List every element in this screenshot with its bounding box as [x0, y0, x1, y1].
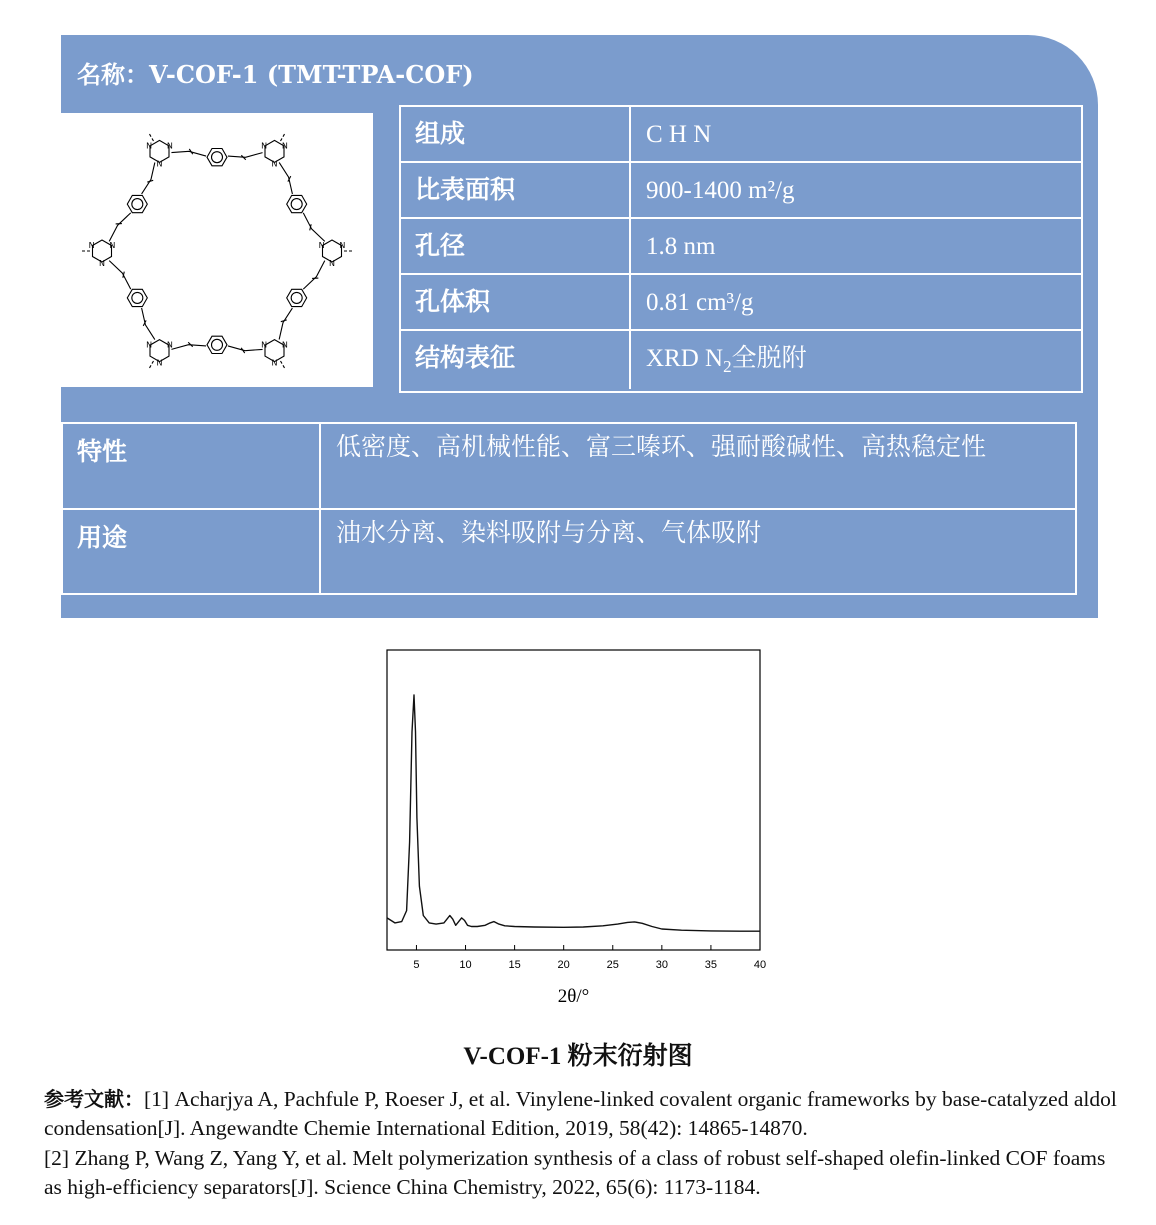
x-tick-label: 15	[508, 959, 521, 971]
x-tick-label: 10	[459, 959, 472, 971]
property-key: 结构表征	[401, 331, 631, 389]
property-key: 孔体积	[401, 275, 631, 329]
material-name: 名称：V-COF-1 (TMT-TPA-COF)	[77, 60, 474, 89]
property-row-characterization	[401, 331, 1081, 389]
property-key: 孔径	[401, 219, 631, 273]
vinylene-linker	[228, 346, 263, 351]
x-tick-label: 40	[753, 959, 767, 971]
vinylene-linker	[142, 308, 155, 339]
extension-bond	[281, 361, 286, 370]
nitrogen-atom-label: N	[339, 241, 346, 250]
nitrogen-atom-label: N	[156, 159, 163, 169]
description-key: 特性	[63, 424, 321, 508]
nitrogen-atom-label: N	[271, 159, 278, 169]
nitrogen-atom-label: N	[166, 340, 173, 350]
nitrogen-atom-label: N	[109, 241, 116, 250]
nitrogen-atom-label: N	[318, 241, 325, 250]
description-row-applications	[63, 510, 1075, 593]
xrd-chart	[360, 640, 800, 1020]
property-value: 0.81 cm³/g	[646, 289, 754, 316]
cof-structure-diagram	[61, 113, 373, 387]
structure-bonds	[80, 132, 354, 369]
structure-image	[61, 113, 373, 387]
vinylene-linker	[279, 308, 292, 339]
property-row-composition	[401, 107, 1081, 163]
description-value: 低密度、高机械性能、富三嗪环、强耐酸碱性、高热稳定性	[336, 432, 987, 461]
x-tick-label: 25	[606, 959, 619, 971]
nitrogen-atom-label: N	[261, 340, 268, 350]
property-value: 1.8 nm	[646, 233, 716, 260]
vinylene-linker	[279, 162, 292, 193]
vinylene-linker	[109, 261, 130, 290]
x-tick-label: 35	[704, 959, 718, 971]
nitrogen-atom-label: N	[156, 358, 163, 368]
property-row-pore-volume	[401, 275, 1081, 331]
nitrogen-atom-label: N	[271, 358, 278, 368]
x-tick-label: 5	[413, 959, 420, 971]
vinylene-linker	[142, 162, 155, 193]
vinylene-linker	[303, 213, 324, 242]
vinylene-linker	[171, 151, 206, 156]
nitrogen-atom-label: N	[281, 141, 288, 151]
property-value: XRD $N_2$全脱附	[646, 345, 807, 376]
benzene-aromatic-circle	[132, 199, 143, 210]
material-card	[61, 35, 1098, 618]
plot-frame	[387, 650, 760, 950]
x-axis-label: 2θ/°	[557, 986, 590, 1007]
benzene-aromatic-circle	[291, 199, 302, 210]
xrd-chart-svg	[360, 640, 800, 1020]
nitrogen-atom-label: N	[261, 141, 268, 151]
vinylene-linker	[109, 213, 130, 242]
nitrogen-atom-label: N	[146, 141, 153, 151]
property-value: 900-1400 m²/g	[646, 177, 795, 204]
nitrogen-atom-label: N	[99, 259, 105, 268]
property-row-surface-area	[401, 163, 1081, 219]
x-tick-label: 30	[655, 959, 668, 971]
extension-bond	[281, 132, 286, 141]
xrd-series-line	[387, 695, 760, 931]
vinylene-linker	[228, 153, 263, 158]
reference-item: 参考文献：[1] Acharjya A, Pachfule P, Roeser J, et al. Vinylene-linked covalent organic frameworks by base-catalyzed aldol condensation[J]. Angewandte Chemie International Edition, 2019, 58(42): 14865-14870.	[44, 1087, 1117, 1141]
description-key: 用途	[63, 510, 321, 593]
references	[44, 1085, 1124, 1202]
benzene-aromatic-circle	[291, 292, 302, 303]
properties-table	[399, 105, 1083, 393]
extension-bond	[149, 361, 154, 370]
extension-bond	[149, 132, 154, 141]
property-key: 组成	[401, 107, 631, 161]
benzene-aromatic-circle	[212, 339, 223, 350]
nitrogen-atom-label: N	[166, 141, 173, 151]
description-row-features	[63, 424, 1075, 510]
vinylene-linker	[171, 345, 206, 350]
description-value: 油水分离、染料吸附与分离、气体吸附	[336, 518, 762, 547]
nitrogen-atom-label: N	[146, 340, 153, 350]
chart-caption: V-COF-1 粉末衍射图	[463, 1043, 693, 1070]
benzene-aromatic-circle	[132, 292, 143, 303]
property-key: 比表面积	[401, 163, 631, 217]
nitrogen-atom-label: N	[329, 259, 335, 268]
property-row-pore-size	[401, 219, 1081, 275]
property-value: C H N	[646, 121, 712, 148]
x-tick-label: 20	[557, 959, 570, 971]
reference-item: [2] Zhang P, Wang Z, Yang Y, et al. Melt polymerization synthesis of a class of robust self-shaped olefin-linked COF foams as high-efficiency separators[J]. Science China Chemistry, 2022, 65(6): 1173-1184.	[44, 1145, 1106, 1199]
nitrogen-atom-label: N	[88, 241, 95, 250]
benzene-aromatic-circle	[212, 152, 223, 163]
nitrogen-atom-label: N	[281, 340, 288, 350]
description-table	[61, 422, 1077, 595]
vinylene-linker	[303, 261, 324, 290]
